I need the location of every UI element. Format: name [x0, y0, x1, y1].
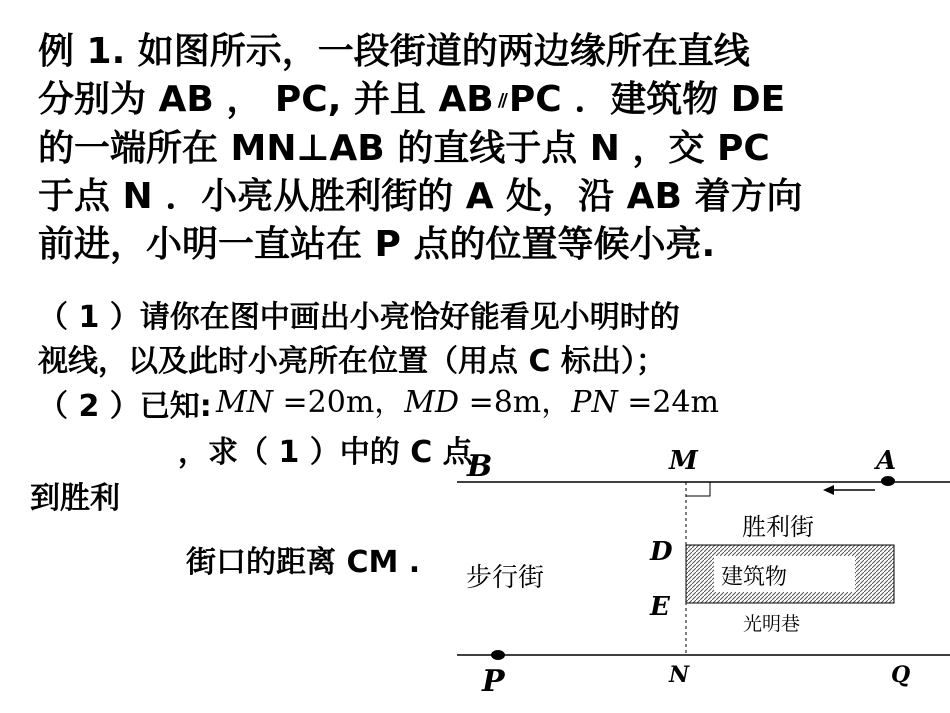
question-2-line-1: （ 2 ）已知:	[38, 389, 212, 424]
street-guangming: 光明巷	[743, 613, 801, 635]
label-d: D	[650, 537, 673, 567]
formula-pn-value: =24m	[617, 385, 719, 420]
parallel-symbol: //	[497, 90, 505, 111]
label-n: N	[669, 662, 690, 688]
problem-line-2-tail: PC ．建筑物 DE	[508, 79, 786, 120]
problem-line-3: 的一端所在 MN⊥AB 的直线于点 N ，交 PC	[38, 128, 770, 169]
question-1-line-2: 视线，以及此时小亮所在位置（用点 C 标出）；	[38, 344, 666, 379]
formula-mn: MN	[216, 385, 273, 420]
label-q: Q	[891, 662, 911, 688]
street-buxing: 步行街	[466, 563, 545, 593]
question-2-line-2: ，求（ 1 ）中的 C 点	[178, 435, 473, 470]
problem-line-4: 于点 N ．小亮从胜利街的 A 处，沿 AB 着方向	[38, 176, 803, 217]
question-1-line-1: （ 1 ）请你在图中画出小亮恰好能看见小明时的	[38, 300, 680, 335]
formula-mn-value: =20m，	[272, 385, 405, 420]
direction-arrow-head	[823, 485, 834, 495]
right-angle-mark	[686, 482, 710, 496]
street-shengli: 胜利街	[742, 513, 814, 541]
formula-md: MD	[404, 385, 460, 420]
point-a-dot	[881, 476, 895, 486]
building-label: 建筑物	[721, 565, 788, 590]
problem-line-1: 例 1. 如图所示，一段街道的两边缘所在直线	[38, 31, 750, 72]
label-e: E	[650, 592, 670, 622]
question-2-line-4: 街口的距离 CM .	[186, 545, 421, 580]
question-2-line-3: 到胜利	[30, 481, 120, 516]
problem-line-5: 前进，小明一直站在 P 点的位置等候小亮.	[38, 224, 716, 265]
label-b: B	[467, 449, 493, 484]
formula-md-value: =8m，	[459, 385, 572, 420]
label-m: M	[669, 446, 698, 476]
label-p: P	[482, 664, 505, 699]
formula-pn: PN	[571, 385, 618, 420]
label-a: A	[876, 446, 897, 476]
point-p-dot	[491, 650, 505, 660]
problem-line-2-head: 分别为 AB ， PC, 并且 AB	[38, 79, 494, 120]
